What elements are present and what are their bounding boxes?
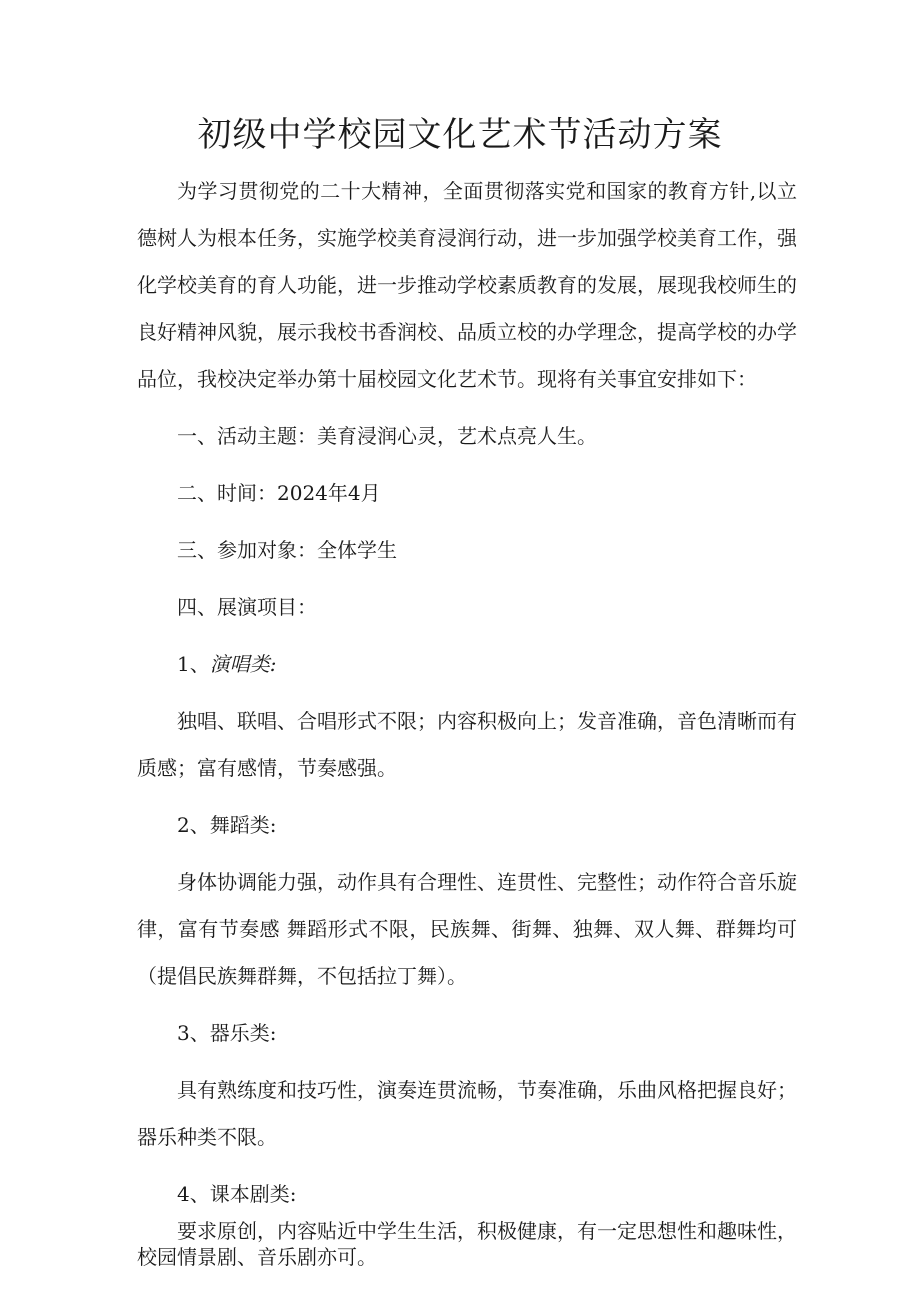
document-body [137, 168, 797, 1270]
item-name: 器乐类: [209, 1021, 277, 1045]
items-heading: 四、展演项目： [177, 595, 317, 619]
item-description: 要求原创，内容贴近中学生生活，积极健康，有一定思想性和趣味性，校园情景剧、音乐剧亦可。 [137, 1219, 797, 1269]
item-description: 独唱、联唱、合唱形式不限；内容积极向上；发音准确，音色清晰而有质感；富有感情，节奏感强。 [137, 709, 797, 780]
time-line: 二、时间：2024年4月 [177, 481, 381, 505]
item-number: 2、 [177, 813, 210, 837]
item-description: 具有熟练度和技巧性，演奏连贯流畅，节奏准确，乐曲风格把握良好；器乐种类不限。 [137, 1078, 797, 1149]
item-name: 课本剧类: [209, 1182, 297, 1206]
theme-line: 一、活动主题：美育浸润心灵，艺术点亮人生。 [177, 424, 597, 448]
item-description: 身体协调能力强，动作具有合理性、连贯性、完整性；动作符合音乐旋律，富有节奏感 舞蹈形式不限，民族舞、街舞、独舞、双人舞、群舞均可（提倡民族舞群舞，不包括拉丁舞）。 [137, 870, 797, 988]
item-name: 舞蹈类: [209, 813, 277, 837]
item-heading [137, 1171, 797, 1218]
item-heading [137, 1010, 797, 1057]
participants-line: 三、参加对象：全体学生 [177, 538, 397, 562]
item-name: 演唱类: [209, 652, 277, 676]
item-heading [137, 641, 797, 688]
intro-paragraph: 为学习贯彻党的二十大精神，全面贯彻落实党和国家的教育方针,以立德树人为根本任务，实施学校美育浸润行动，进一步加强学校美育工作，强化学校美育的育人功能，进一步推动学校素质教育的发展，展现我校师生的良好精神风貌，展示我校书香润校、品质立校的办学理念，提高学校的办学品位，我校决定举办第十届校园文化艺术节。现将有关事宜安排如下： [137, 179, 797, 391]
item-number: 1、 [177, 652, 210, 676]
document-title: 初级中学校园文化艺术节活动方案 [197, 115, 723, 155]
item-heading [137, 802, 797, 849]
item-number: 4、 [177, 1182, 210, 1206]
item-number: 3、 [177, 1021, 210, 1045]
